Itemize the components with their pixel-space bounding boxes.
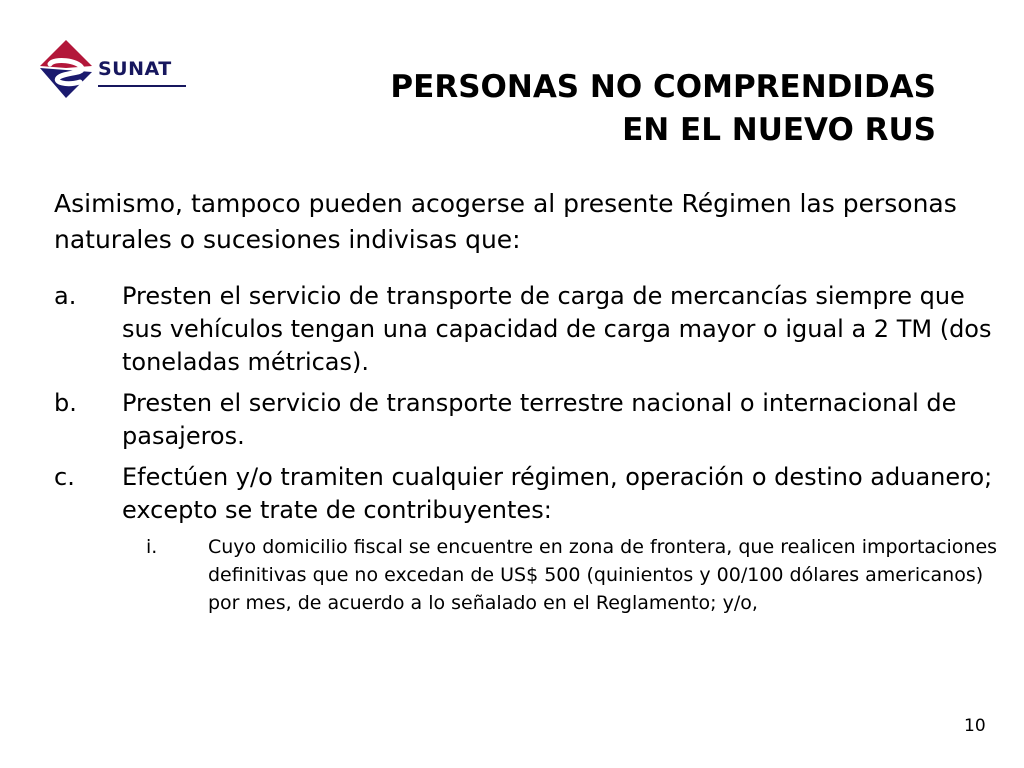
list-item	[54, 387, 1004, 453]
title-line-2: EN EL NUEVO RUS	[622, 112, 936, 148]
list-marker: c.	[54, 463, 75, 491]
list-item-text: Presten el servicio de transporte de carga de mercancías siempre que sus vehículos tengan una capacidad de carga mayor o igual a 2 TM (dos toneladas métricas).	[122, 282, 992, 376]
intro-paragraph: Asimismo, tampoco pueden acogerse al presente Régimen las personas naturales o sucesiones indivisas que:	[54, 189, 957, 254]
title-line-1: PERSONAS NO COMPRENDIDAS	[390, 69, 936, 105]
logo-text: SUNAT	[98, 58, 172, 80]
list-marker: b.	[54, 389, 77, 417]
list-item	[54, 461, 1004, 527]
sub-list-item-text: Cuyo domicilio fiscal se encuentre en zona de frontera, que realicen importaciones definitivas que no excedan de US$ 500 (quinientos y 00/100 dólares americanos) por mes, de acuerdo a lo señalado en el Reglamento; y/o,	[208, 536, 998, 614]
requirements-list	[54, 280, 1004, 617]
sunat-logo	[38, 38, 188, 102]
sub-list-marker: i.	[146, 536, 158, 558]
logo-underline	[98, 85, 186, 87]
slide-title	[236, 66, 936, 152]
sunat-logo-icon	[38, 38, 96, 102]
list-item	[54, 280, 1004, 379]
list-item-text: Presten el servicio de transporte terrestre nacional o internacional de pasajeros.	[122, 389, 957, 450]
sub-list-item	[54, 533, 1004, 617]
list-item-text: Efectúen y/o tramiten cualquier régimen, operación o destino aduanero; excepto se trate de contribuyentes:	[122, 463, 993, 524]
list-marker: a.	[54, 282, 77, 310]
page-number: 10	[964, 716, 986, 736]
